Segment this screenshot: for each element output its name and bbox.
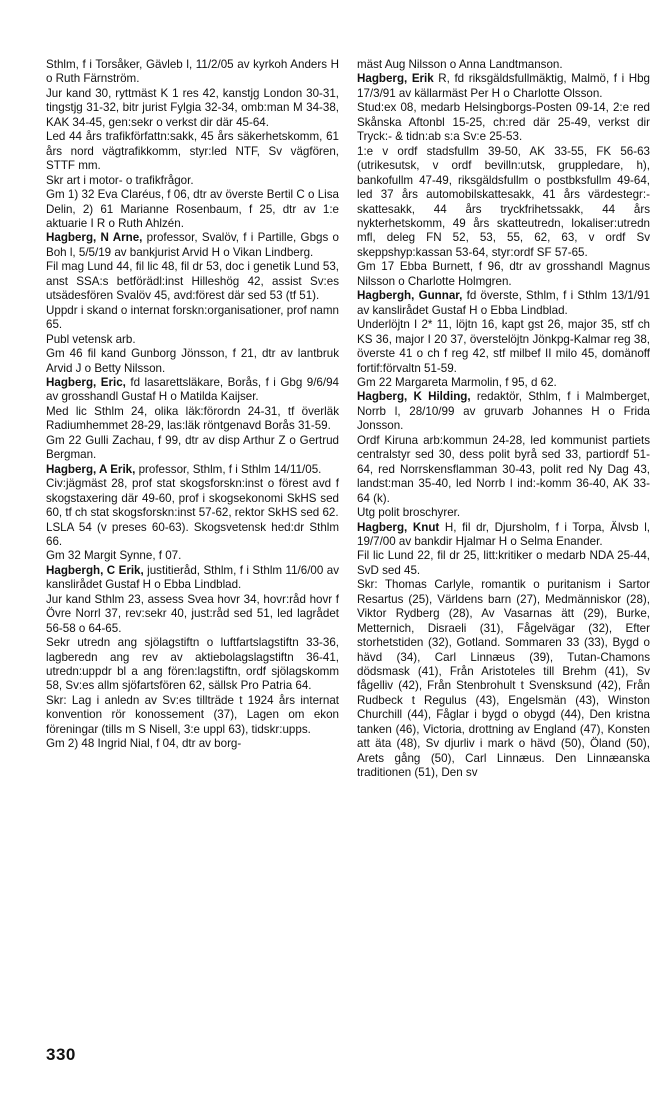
left-column-paragraph: Med lic Sthlm 24, olika läk:förordn 24-31, tf överläk Radiumhemmet 28-29, las:läk röntgenavd Borås 31-59. [46,404,339,433]
entry-text: H, fil dr, Djursholm, f i Torpa, Älvsb l, 19/7/00 av bankdir Hjalmar H o Selma Enander. [357,520,650,548]
left-column [46,58,339,752]
left-column-paragraph: Uppdr i skand o internat forskn:organisationer, prof namn 65. [46,303,339,332]
left-column-paragraph: Led 44 års trafikförfattn:sakk, 45 års säkerhetskomm, 61 års nord vägtrafikkomm, styr:led NTF, Sv vägfören, STTF mm. [46,130,339,173]
entry-name: Hagberg, Eric, [46,375,126,389]
left-column-paragraph: Skr: Lag i anledn av Sv:es tillträde t 1924 års internat konvention rör konossement (37), Lagen om ekon föreningar (tills m S Nisell, 3:e uppl 63), tidskr:upps. [46,693,339,736]
right-column-paragraph: Underlöjtn I 2* 11, löjtn 16, kapt gst 26, major 35, stf ch KS 36, major I 20 37, överstelöjtn Jönkpg-Kalmar reg 38, överste 41 o ch f reg 42, stf milbef II milo 45, domänoff fortif:förvaltn 51-59. [357,318,650,375]
entry-name: Hagberg, K Hilding, [357,390,471,404]
left-column-paragraph: Gm 22 Gulli Zachau, f 99, dtr av disp Arthur Z o Gertrud Bergman. [46,433,339,462]
entry-name: Hagbergh, C Erik, [46,563,144,577]
left-column-paragraph: Publ vetensk arb. [46,332,136,346]
left-column-paragraph: Sthlm, f i Torsåker, Gävleb l, 11/2/05 av kyrkoh Anders H o Ruth Färnström. [46,58,339,86]
right-column-entry [357,289,650,318]
entry-text: justitieråd, Sthlm, f i Sthlm 11/6/00 av kanslirådet Gustaf H o Ebba Lindblad. [46,563,339,592]
entry-name: Hagberg, Erik [357,72,434,86]
right-column-entry [357,521,650,550]
left-column-paragraph: Fil mag Lund 44, fil lic 48, fil dr 53, doc i genetik Lund 53, anst SSA:s betförädl:inst Hilleshög 42, assist Sv:es utsädesfören Svalöv 45, avd:förest där sed 53 (tf 51). [46,260,339,303]
left-column-paragraph: Gm 32 Margit Synne, f 07. [46,549,182,563]
entry-text: R, fd riksgäldsfullmäktig, Malmö, f i Hbg 17/3/91 av källarmäst Per H o Charlotte Olsson. [357,72,650,100]
right-column [357,58,650,781]
right-column-paragraph: Skr: Thomas Carlyle, romantik o puritanism i Sartor Resartus (25), Världens barn (27), Medmänniskor (28), Viktor Rydberg (28), Av Vasarnas ätt (29), Burke, Metternich, Disraeli (31), Fågelvägar (32), Efter storhetstiden (32), Gotland. Sommaren 33 (33), Bygd o hävd (34), Carl Linnæus (39), Tutan-Chamons dödsmask (41), Från Aristoteles till Brehm (41), Sv fågelliv (42), Från Stenbrohult t Svensksund (42), Från Rudbeck t Regulus (43), Engelsmän (43), Winston Churchill (44), Fåglar i bygd o obygd (44), Den kristna tanken (46), Victoria, drottning av England (47), Konsten att äta (48), Sv djurliv i mark o hävd (50), Öland (50), Arets gång (50), Carl Linnæus. Den Linnæanska traditionen (51), Den sv [357,578,650,780]
left-column-paragraph: LSLA 54 (v preses 60-63). Skogsvetensk hed:dr Sthlm 66. [46,520,339,548]
left-column-entry [46,564,339,593]
entry-text: fd lasarettsläkare, Borås, f i Gbg 9/6/94 av grosshandl Gustaf H o Matilda Kaijser. [46,375,339,404]
entry-name: Hagbergh, Gunnar, [357,289,463,303]
left-column-paragraph: Jur kand 30, ryttmäst K 1 res 42, kanstjg London 30-31, tingstjg 31-32, bitr jurist Fylgia 32-34, omb:man M 34-38, KAK 34-45, gen:sekr o verkst dir där 45-64. [46,86,339,129]
entry-name: Hagberg, N Arne, [46,231,143,245]
left-column-paragraph: Gm 1) 32 Eva Claréus, f 06, dtr av överste Bertil C o Lisa Delin, 2) 61 Marianne Rosenbaum, f 25, dtr av 1:e aktuarie I R o Ruth Ahlzén. [46,188,339,230]
left-column-paragraph: Gm 2) 48 Ingrid Nial, f 04, dtr av borg- [46,737,242,751]
right-column-paragraph: Fil lic Lund 22, fil dr 25, litt:kritiker o medarb NDA 25-44, SvD sed 45. [357,549,650,577]
right-column-entry [357,390,650,433]
left-column-paragraph: Jur kand Sthlm 23, assess Svea hovr 34, hovr:råd hovr f Övre Norrl 37, rev:sekr 40, just:råd sed 51, led lagrådet 56-58 o 64-65. [46,592,339,635]
left-column-paragraph: Skr art i motor- o trafikfrågor. [46,173,194,187]
entry-text: professor, Sthlm, f i Sthlm 14/11/05. [135,462,322,476]
right-column-paragraph: Gm 17 Ebba Burnett, f 96, dtr av grosshandl Magnus Nilsson o Charlotte Holmgren. [357,260,650,288]
right-column-paragraph: Stud:ex 08, medarb Helsingborgs-Posten 09-14, 2:e red Skånska Aftonbl 15-25, ch:red där 25-49, verkst dir Tryck:- & tidn:ab s:a Sv:e 25-53. [357,101,650,144]
left-column-paragraph: Gm 46 fil kand Gunborg Jönsson, f 21, dtr av lantbruk Arvid J o Betty Nilsson. [46,347,339,375]
right-column-paragraph: Utg polit broschyrer. [357,506,461,520]
entry-name: Hagberg, A Erik, [46,462,136,476]
entry-text: fd överste, Sthlm, f i Sthlm 13/1/91 av kanslirådet Gustaf H o Ebba Lindblad. [357,289,650,317]
entry-text: professor, Svalöv, f i Partille, Gbgs o Boh l, 5/5/19 av bankjurist Arvid H o Vikan Lindberg. [46,231,339,259]
left-column-entry [46,231,339,260]
left-column-paragraph: Civ:jägmäst 28, prof stat skogsforskn:inst o förest avd f skogstaxering där 49-60, prof i skogsekonomi SkHS sed 60, tf ch stat skogsforskn:inst 57-62, rektor SkHS sed 62. [46,477,339,520]
right-column-paragraph: Gm 22 Margareta Marmolin, f 95, d 62. [357,375,557,389]
right-column-entry [357,72,650,101]
right-column-paragraph: mäst Aug Nilsson o Anna Landtmanson. [357,58,563,71]
left-column-entry [46,376,339,405]
page-number: 330 [46,1045,76,1064]
right-column-paragraph: Ordf Kiruna arb:kommun 24-28, led kommunist partiets centralstyr sed 30, dess polit byrå sed 33, partiordf 51-64, red Norrskensflamman 30-43, polit red Ny Dag 43, landst:man 35-40, led Norrb l ind:-komm 36-40, AK 33-64 (k). [357,433,650,505]
left-column-entry [46,463,339,477]
left-column-paragraph: Sekr utredn ang sjölagstiftn o luftfartslagstiftn 33-36, lagberedn ang rev av aktiebolagslagstiftn 36-41, utredn:uppdr bl a ang fören:lagstiftn, ordf sjölagskomm 58, Sv:es allm sjöfartsfören 62, sällsk Pro Patria 64. [46,636,339,693]
entry-text: redaktör, Sthlm, f i Malmberget, Norrb l, 28/10/99 av gruvarb Johannes H o Frida Jonsson. [357,390,650,433]
right-column-paragraph: 1:e v ordf stadsfullm 39-50, AK 33-55, FK 56-63 (utrikesutsk, v ordf bevilln:utsk, gruppledare, h), bankofullm 47-49, riksgäldsfullm o postbksfullm 49-64, led 37 års automobilskattesakk, 41 års värdestegr:-skattesakk, 44 års tryckfrihetssakk, 44 års nykterhetskomm, 49 års skatteutredn, lokaliser:utredn mfl, deleg FN 52, 53, 55, 62, 63, v ordf Sv skeppshyp:kassan 53-64, styr:ordf SF 57-65. [357,144,650,259]
entry-name: Hagberg, Knut [357,520,440,534]
